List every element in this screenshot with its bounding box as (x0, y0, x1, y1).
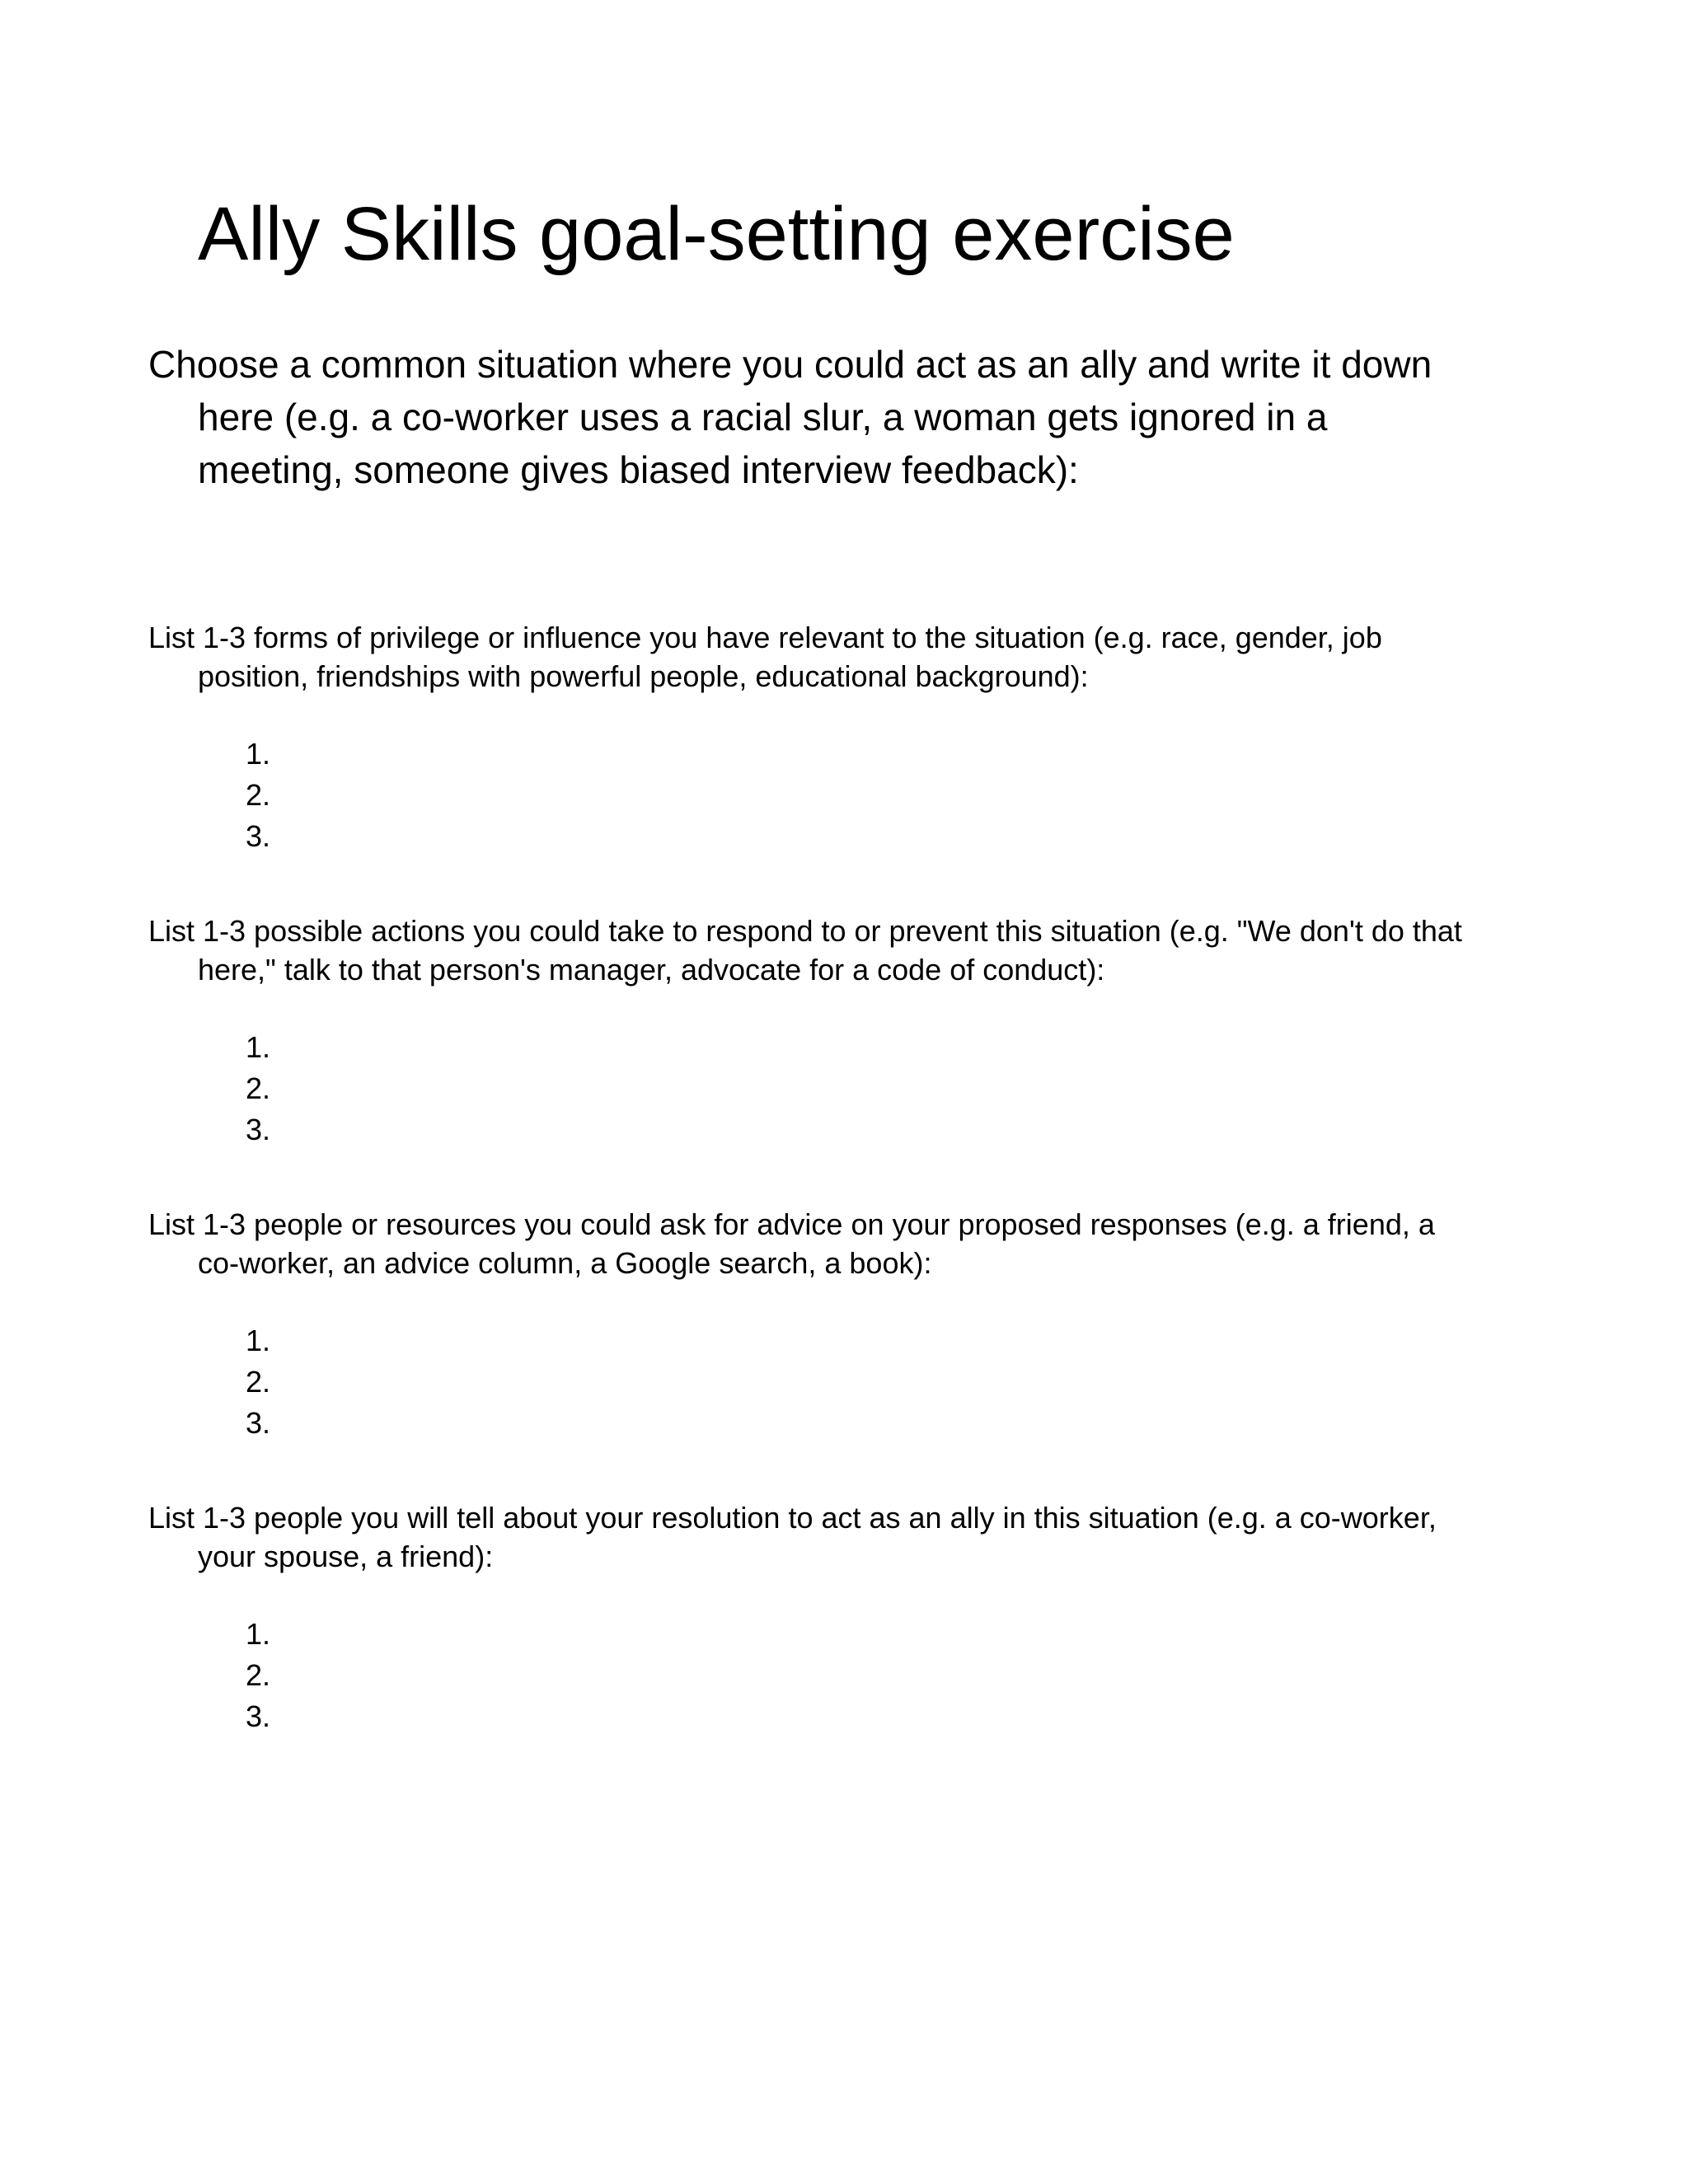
section-prompt: List 1-3 possible actions you could take to respond to or prevent this situation (e.g. "We don't do that here," talk to that person's manager, advocate for a code of conduct): (148, 914, 1462, 987)
list-item: 3. (246, 1699, 271, 1733)
list-item: 1. (246, 737, 271, 771)
numbered-list (148, 733, 1484, 857)
list-item: 2. (246, 778, 271, 812)
page-title: Ally Skills goal-setting exercise (198, 192, 1235, 276)
list-item: 3. (246, 1406, 271, 1440)
numbered-list (148, 1027, 1484, 1151)
accountability-section (148, 1498, 1484, 1737)
actions-section (148, 912, 1484, 1151)
section-prompt: List 1-3 forms of privilege or influence you have relevant to the situation (e.g. race, gender, job position, friendships with powerful people, educational background): (148, 621, 1382, 693)
section-prompt: List 1-3 people you will tell about your resolution to act as an ally in this situation (e.g. a co-worker, your spouse, a friend): (148, 1501, 1437, 1573)
list-item: 1. (246, 1030, 271, 1064)
list-item: 1. (246, 1617, 271, 1651)
list-item: 3. (246, 1113, 271, 1146)
section-prompt: List 1-3 people or resources you could ask for advice on your proposed responses (e.g. a friend, a co-worker, an advice column, a Google search, a book): (148, 1207, 1435, 1280)
list-item: 2. (246, 1365, 271, 1399)
list-item: 1. (246, 1324, 271, 1357)
list-item: 2. (246, 1071, 271, 1105)
numbered-list (148, 1320, 1484, 1444)
intro-paragraph: Choose a common situation where you could act as an ally and write it down here (e.g. a co-worker uses a racial slur, a woman gets ignored in a meeting, someone gives biased interview feedback): (148, 343, 1432, 491)
privilege-section (148, 618, 1484, 857)
list-item: 2. (246, 1658, 271, 1692)
numbered-list (148, 1614, 1484, 1737)
list-item: 3. (246, 819, 271, 853)
advice-section (148, 1205, 1484, 1444)
